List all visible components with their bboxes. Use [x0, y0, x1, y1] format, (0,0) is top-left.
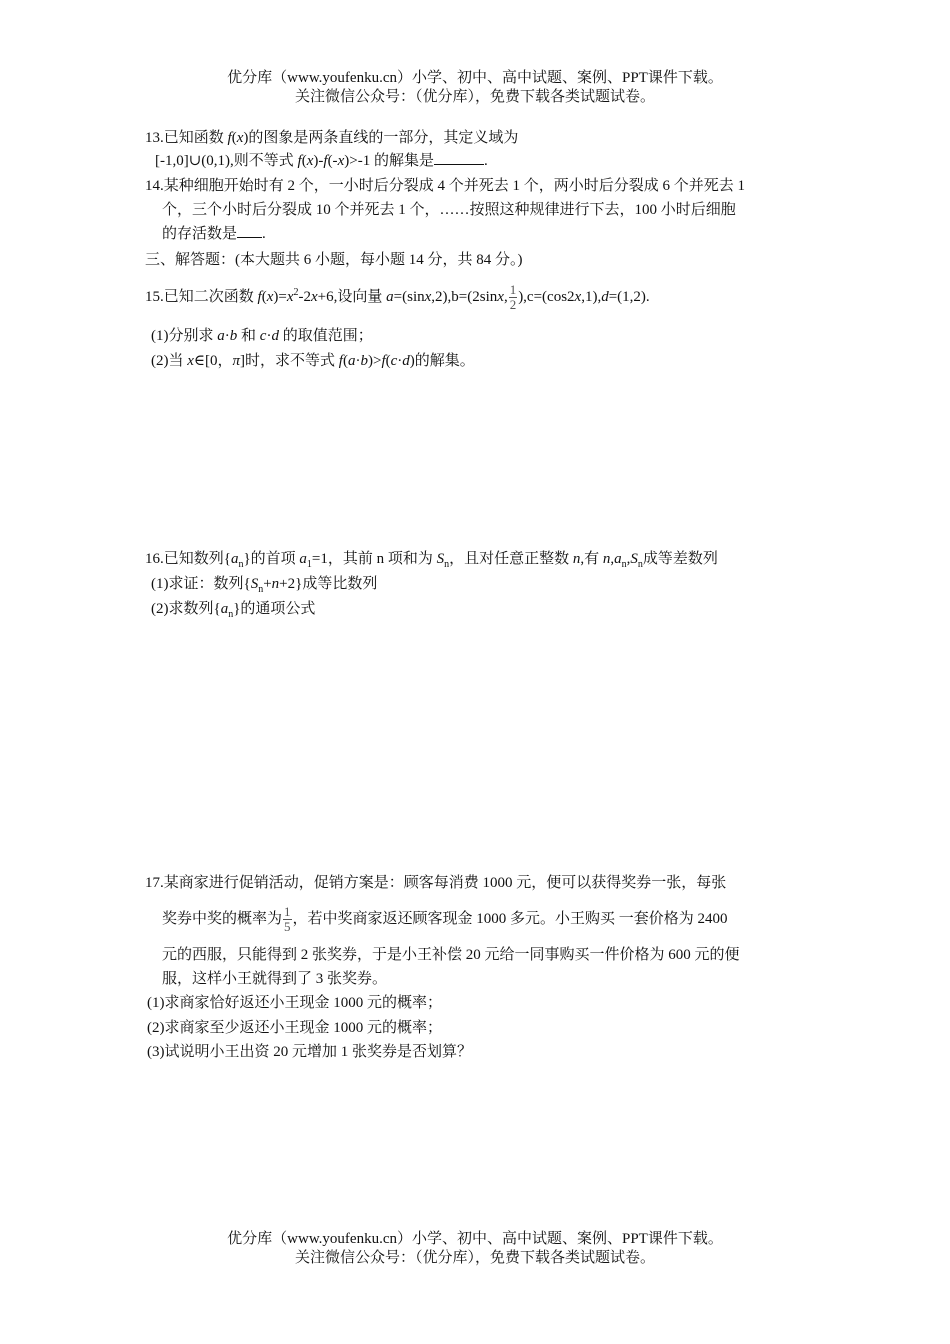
q15-part-2-d: 的解集。: [414, 353, 475, 369]
q16-part-2-b: }的通项公式: [233, 601, 316, 617]
q17-part-2: (2)求商家至少返还小王现金 1000 元的概率；: [147, 1020, 442, 1036]
q16-part-2: (2)求数列$\{a_n\}$的通项公式: [151, 601, 316, 620]
q15-fraction: [509, 283, 518, 312]
q17-line-1: 17.某商家进行促销活动，促销方案是：顾客每消费 1000 元，便可以获得奖券一张，每张: [145, 875, 727, 891]
q16-stem-c: =1，其前 n 项和为: [311, 551, 437, 567]
q13-line-1: 13.已知函数 f(x)的图象是两条直线的一部分，其定义域为: [145, 130, 519, 146]
q14-period: .: [262, 226, 266, 242]
q15-part-1-c: 的取值范围；: [278, 328, 373, 344]
q14-text: 的存活数是: [162, 226, 238, 242]
q15-stem-f: ,1),: [581, 289, 602, 305]
q16-stem-b: }的首项: [243, 551, 300, 567]
q15-part-1: (1)分别求 a·b 和 c·d 的取值范围；: [151, 328, 373, 344]
q15-stem-e: ),c=(cos2: [518, 289, 575, 305]
q16-stem-a: 16.已知数列{: [145, 551, 231, 567]
header-line-1: 优分库（www.youfenku.cn）小学、初中、高中试题、案例、PPT课件下载。: [227, 70, 723, 86]
q15-part-1-a: (1)分别求: [151, 328, 218, 344]
q14-answer-blank[interactable]: [237, 223, 262, 238]
q17-line-4: 服，这样小王就得到了 3 张奖券。: [162, 971, 388, 987]
q15-stem-b: ,设向量: [333, 289, 387, 305]
q15-stem: 15.已知二次函数 $f(x)=x^2-2x+6$,设向量 a=(sinx,2),b=(2sinx, $\frac{1}{2}$ ),c=(cos2x,1),d=(1,2).: [145, 282, 650, 313]
q14-line-2: 个，三个小时后分裂成 10 个并死去 1 个，……按照这种规律进行下去，100 小时后细胞: [162, 202, 736, 218]
q17-line-2-a: 奖券中奖的概率为: [162, 910, 283, 927]
q13-domain-text: [-1,0]∪(0,1),则不等式: [155, 153, 298, 169]
q17-part-3: (3)试说明小王出资 20 元增加 1 张奖券是否划算？: [147, 1044, 472, 1060]
q16-part-2-a: (2)求数列{: [151, 601, 221, 617]
q15-part-2-b: ∈[0，: [193, 353, 233, 369]
q15-stem-a: 15.已知二次函数: [145, 289, 258, 305]
q15-stem-c: =(sin: [393, 289, 425, 305]
q17-fraction-denominator: 5: [284, 919, 291, 934]
q15-fraction-denominator: 2: [509, 297, 517, 313]
q14-line-3: [162, 223, 266, 245]
q13-answer-blank[interactable]: [434, 150, 484, 165]
q13-number: 13.: [145, 130, 164, 146]
q13-text-a: 已知函数: [163, 130, 228, 146]
q17-line-2: [162, 905, 728, 934]
q15-part-2-c: ]时，求不等式: [240, 353, 339, 369]
footer-line-1: 优分库（www.youfenku.cn）小学、初中、高中试题、案例、PPT课件下载。: [227, 1231, 723, 1247]
q17-fraction: [283, 905, 292, 934]
q15-stem-d: ,2),b=(2sin: [431, 289, 498, 305]
q17-fraction-numerator: 1: [284, 904, 291, 919]
q16-stem-d: ，且对任意正整数: [449, 551, 573, 567]
q16-part-1-c: +2}成等比数列: [279, 576, 378, 592]
q17-line-2-b: ，若中奖商家返还顾客现金 1000 多元。小王购买 一套价格为 2400: [292, 910, 728, 927]
q13-line-2: [-1,0]∪(0,1),则不等式 f(x)-f(-x)>-1 的解集是 .: [155, 150, 488, 172]
q16-part-1-a: (1)求证：数列{: [151, 576, 251, 592]
q13-inequality-text: >-1 的解集是: [349, 153, 434, 169]
q15-part-2-a: (2)当: [151, 353, 188, 369]
q17-line-3: 元的西服，只能得到 2 张奖券，于是小王补偿 20 元给一同事购买一件价格为 600 元的便: [162, 947, 740, 963]
q13-text-b: 的图象是两条直线的一部分，其定义域为: [248, 130, 519, 146]
q15-stem-g: =(1,2).: [608, 289, 650, 305]
q16-part-1-b: +: [263, 576, 272, 592]
q15-part-2: (2)当 x∈[0，π]时，求不等式 f(a·b)>f(c·d)的解集。: [151, 353, 475, 369]
q16-stem-f: 成等差数列: [642, 551, 718, 567]
q15-part-1-b: 和: [237, 328, 260, 344]
q14-line-1: 14.某种细胞开始时有 2 个，一小时后分裂成 4 个并死去 1 个，两小时后分裂成 6 个并死去 1: [145, 178, 746, 194]
section-3-heading: 三、解答题：(本大题共 6 小题，每小题 14 分，共 84 分。): [145, 252, 523, 268]
q15-fraction-numerator: 1: [509, 282, 517, 298]
q16-stem-e: ,有: [580, 551, 603, 567]
q13-period: .: [483, 153, 488, 169]
footer-line-2: 关注微信公众号：（优分库），免费下载各类试题试卷。: [294, 1250, 655, 1266]
q16-stem: 16.已知数列$\{a_n\}$的首项 $a_1=1$，其前 n 项和为 $S_n$，且对任意正整数 n,有 $n,a_n,S_n$成等差数列: [145, 551, 718, 570]
q17-part-1: (1)求商家恰好返还小王现金 1000 元的概率；: [147, 995, 442, 1011]
q16-part-1: (1)求证：数列$\{S_n+n+2\}$成等比数列: [151, 576, 378, 595]
header-line-2: 关注微信公众号：（优分库），免费下载各类试题试卷。: [294, 89, 655, 105]
